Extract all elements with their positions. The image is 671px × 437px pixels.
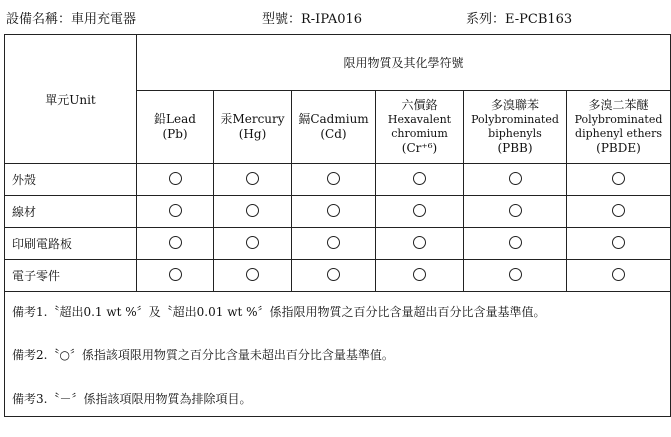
circle-mark-icon (413, 268, 426, 281)
unit-label: 線材 (5, 196, 137, 228)
circle-mark-icon (413, 204, 426, 217)
table-row (5, 196, 671, 228)
circle-mark-icon (169, 204, 182, 217)
substance-mercury: 汞Mercury (Hg) (214, 91, 292, 164)
note-1: 備考1.〝超出0.1 wt %〞及〝超出0.01 wt %〞係指限用物質之百分比含量超出百分比含量基準值。 (12, 305, 546, 319)
note-2: 備考2.〝○〞係指該項限用物質之百分比含量未超出百分比含量基準值。 (12, 348, 394, 362)
compliance-mark (464, 228, 567, 260)
substance-pbb: 多溴聯苯 Polybrominated biphenyls (PBB) (464, 91, 567, 164)
circle-mark-icon (612, 236, 625, 249)
circle-mark-icon (509, 204, 522, 217)
circle-mark-icon (169, 268, 182, 281)
substance-lead: 鉛Lead (Pb) (137, 91, 214, 164)
device-name: 設備名稱：車用充電器 (6, 12, 137, 27)
compliance-mark (376, 260, 464, 292)
compliance-mark (567, 260, 671, 292)
circle-mark-icon (413, 172, 426, 185)
substance-cadmium: 鎘Cadmium (Cd) (292, 91, 376, 164)
compliance-mark (214, 260, 292, 292)
circle-mark-icon (509, 172, 522, 185)
circle-mark-icon (413, 236, 426, 249)
compliance-mark (137, 260, 214, 292)
circle-mark-icon (246, 236, 259, 249)
unit-label: 電子零件 (5, 260, 137, 292)
substance-pbde: 多溴二苯醚 Polybrominated diphenyl ethers (PBDE) (567, 91, 671, 164)
circle-mark-icon (612, 172, 625, 185)
compliance-mark (137, 228, 214, 260)
unit-label: 外殼 (5, 164, 137, 196)
circle-mark-icon (246, 204, 259, 217)
compliance-mark (214, 228, 292, 260)
circle-mark-icon (509, 236, 522, 249)
circle-mark-icon (612, 204, 625, 217)
substance-chromium: 六價鉻 Hexavalent chromium (Cr⁺⁶) (376, 91, 464, 164)
unit-header: 單元Unit (5, 35, 137, 164)
circle-mark-icon (246, 172, 259, 185)
compliance-mark (292, 260, 376, 292)
circle-mark-icon (327, 236, 340, 249)
circle-mark-icon (327, 268, 340, 281)
compliance-mark (376, 164, 464, 196)
compliance-mark (214, 196, 292, 228)
compliance-mark (292, 164, 376, 196)
compliance-mark (292, 228, 376, 260)
series-number: 系列：E-PCB163 (466, 12, 573, 27)
compliance-mark (567, 196, 671, 228)
compliance-mark (292, 196, 376, 228)
compliance-mark (464, 196, 567, 228)
table-row (5, 164, 671, 196)
table-row (5, 260, 671, 292)
compliance-mark (137, 196, 214, 228)
circle-mark-icon (327, 204, 340, 217)
compliance-mark (376, 196, 464, 228)
circle-mark-icon (169, 236, 182, 249)
note-3: 備考3.〝－〞係指該項限用物質為排除項目。 (12, 392, 252, 406)
substances-group-header: 限用物質及其化學符號 (137, 35, 671, 91)
table-row (5, 228, 671, 260)
circle-mark-icon (246, 268, 259, 281)
model-number: 型號：R-IPA016 (262, 12, 363, 27)
compliance-mark (567, 228, 671, 260)
circle-mark-icon (169, 172, 182, 185)
circle-mark-icon (612, 268, 625, 281)
unit-label: 印刷電路板 (5, 228, 137, 260)
circle-mark-icon (327, 172, 340, 185)
compliance-mark (214, 164, 292, 196)
compliance-mark (464, 164, 567, 196)
compliance-mark (464, 260, 567, 292)
compliance-mark (567, 164, 671, 196)
compliance-mark (137, 164, 214, 196)
circle-mark-icon (509, 268, 522, 281)
compliance-mark (376, 228, 464, 260)
